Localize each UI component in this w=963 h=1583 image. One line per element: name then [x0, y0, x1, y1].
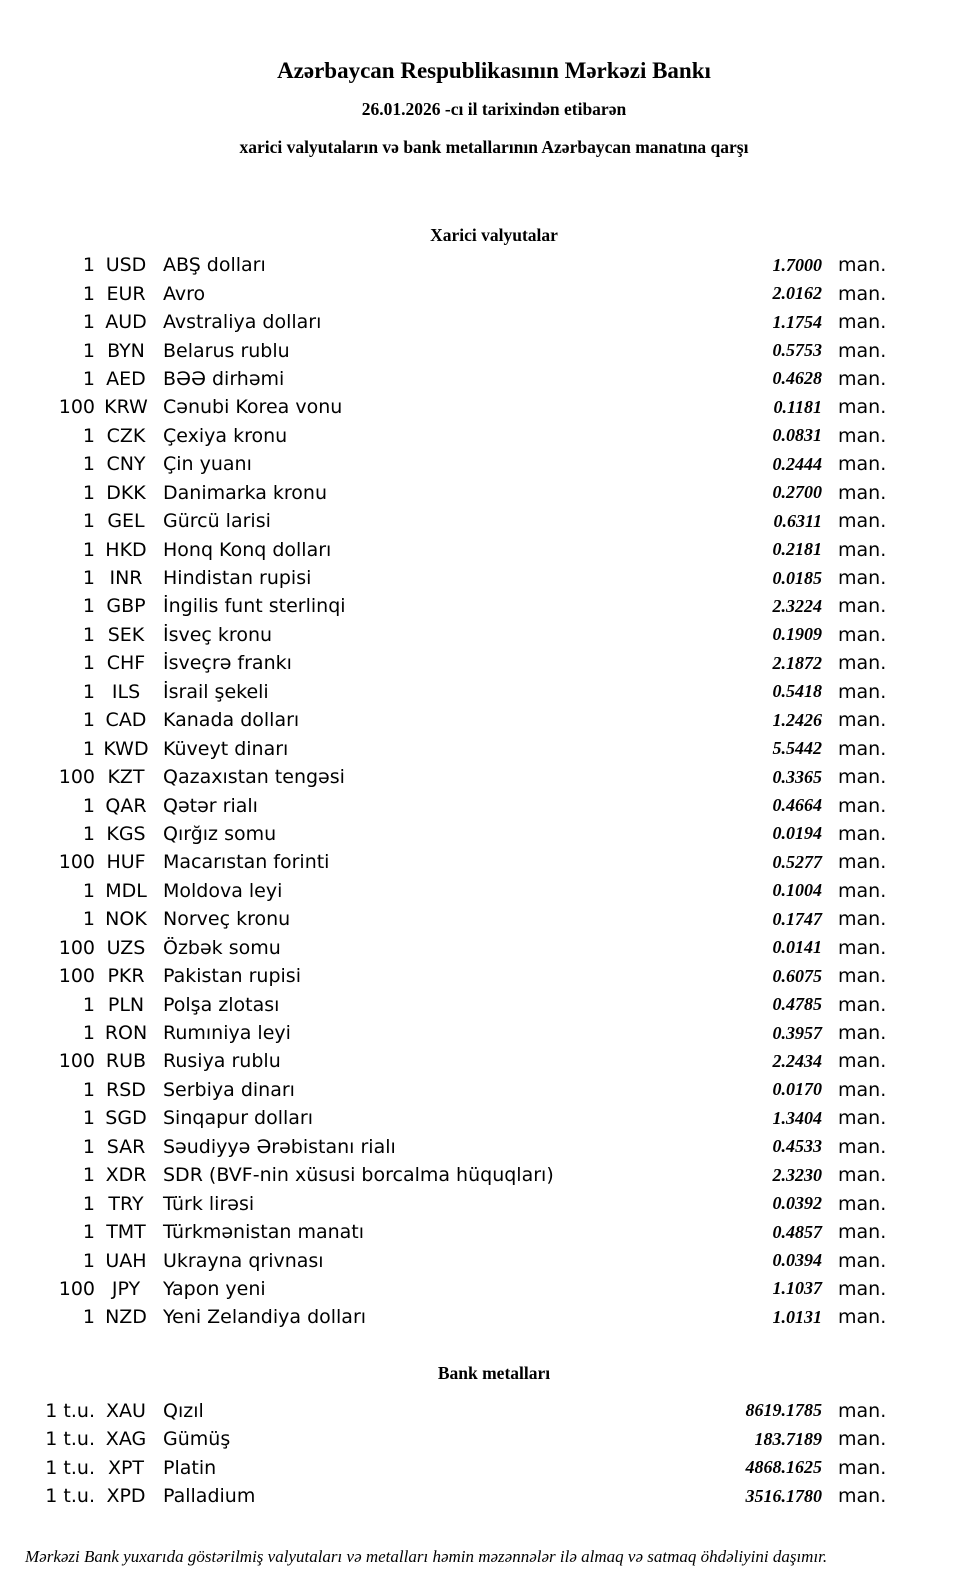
rate-value: 0.4857: [772, 1221, 822, 1242]
currency-name: Pakistan rupisi: [163, 965, 301, 988]
currency-code: JPY: [111, 1277, 141, 1300]
rate-row: [25, 393, 963, 421]
currency-name: Avro: [163, 282, 206, 305]
currency-name: Ukrayna qrivnası: [163, 1249, 324, 1272]
unit-label: man.: [838, 766, 887, 789]
quantity-value: 1: [82, 1306, 95, 1329]
rate-value: 0.5418: [772, 681, 822, 702]
currency-name: Türk lirəsi: [163, 1192, 255, 1215]
unit-label: man.: [838, 1428, 887, 1451]
currency-name: ABŞ dolları: [163, 254, 266, 277]
currency-name: Kanada dolları: [163, 709, 300, 732]
rate-value: 2.3224: [772, 595, 822, 616]
rate-value: 0.0185: [772, 567, 822, 588]
currency-code: TRY: [108, 1192, 144, 1215]
unit-label: man.: [838, 822, 887, 845]
rate-value: 0.3957: [772, 1022, 822, 1043]
quantity-value: 1: [82, 822, 95, 845]
quantity-value: 1: [82, 1164, 95, 1187]
currencies-section-heading: Xarici valyutalar: [430, 225, 558, 245]
unit-label: man.: [838, 453, 887, 476]
quantity-value: 1: [82, 367, 95, 390]
rate-row: [25, 820, 963, 848]
rate-value: 183.7189: [754, 1428, 822, 1449]
rate-value: 0.4628: [772, 368, 822, 389]
unit-label: man.: [838, 1135, 887, 1158]
rate-value: 1.1754: [772, 311, 822, 332]
unit-label: man.: [838, 737, 887, 760]
rate-value: 1.1037: [772, 1278, 822, 1299]
quantity-value: 1: [82, 282, 95, 305]
rate-row: [25, 934, 963, 962]
rate-value: 3516.1780: [745, 1485, 822, 1506]
unit-label: man.: [838, 965, 887, 988]
rate-value: 5.5442: [772, 738, 822, 759]
currency-name: Çin yuanı: [163, 453, 252, 476]
quantity-value: 1: [82, 1249, 95, 1272]
quantity-value: 1: [82, 623, 95, 646]
quantity-value: 1: [82, 1022, 95, 1045]
unit-label: man.: [838, 623, 887, 646]
currency-code: KZT: [107, 766, 145, 789]
currency-name: Gürcü larisi: [163, 510, 271, 533]
currency-name: Qazaxıstan tengəsi: [163, 766, 345, 789]
unit-label: man.: [838, 794, 887, 817]
rate-row: [25, 621, 963, 649]
unit-label: man.: [838, 367, 887, 390]
currency-code: MDL: [105, 879, 147, 902]
unit-label: man.: [838, 936, 887, 959]
currency-name: Gümüş: [163, 1428, 231, 1451]
quantity-value: 100: [58, 1050, 95, 1073]
rate-row: [25, 507, 963, 535]
rate-row: [25, 422, 963, 450]
unit-label: man.: [838, 851, 887, 874]
currency-code: RSD: [106, 1078, 146, 1101]
quantity-value: 100: [58, 851, 95, 874]
subtitle: xarici valyutaların və bank metallarının Azərbaycan manatına qarşı: [239, 137, 749, 157]
unit-label: man.: [838, 481, 887, 504]
currency-name: Qətər rialı: [163, 794, 258, 817]
rate-value: 1.7000: [772, 254, 822, 275]
metals-section-heading: Bank metalları: [437, 1362, 551, 1383]
quantity-value: 1: [82, 510, 95, 533]
currency-code: NOK: [105, 908, 147, 931]
currency-code: CZK: [106, 424, 146, 447]
rate-value: 1.0131: [772, 1306, 822, 1327]
currency-name: Moldova leyi: [163, 879, 283, 902]
currency-code: GBP: [106, 595, 146, 618]
quantity-value: 1: [82, 339, 95, 362]
unit-label: man.: [838, 254, 887, 277]
rate-row: [25, 564, 963, 592]
quantity-value: 1: [82, 1221, 95, 1244]
quantity-value: 100: [58, 766, 95, 789]
rate-value: 0.1004: [772, 880, 822, 901]
unit-label: man.: [838, 652, 887, 675]
quantity-value: 1: [82, 1192, 95, 1215]
rate-value: 0.4785: [772, 994, 822, 1015]
rate-value: 0.1181: [773, 396, 822, 417]
currency-code: XDR: [105, 1164, 147, 1187]
currency-code: RUB: [105, 1050, 147, 1073]
rate-row: [25, 535, 963, 563]
currency-code: PKR: [107, 965, 145, 988]
unit-label: man.: [838, 1456, 887, 1479]
quantity-value: 100: [58, 965, 95, 988]
quantity-value: 1: [82, 481, 95, 504]
quantity-value: 1: [82, 1135, 95, 1158]
currency-code: AED: [106, 367, 146, 390]
rate-row: [25, 649, 963, 677]
rate-row: [25, 1275, 963, 1303]
currency-code: UZS: [106, 936, 146, 959]
quantity-value: 1 t.u.: [45, 1399, 95, 1422]
currency-code: BYN: [107, 339, 145, 362]
unit-label: man.: [838, 424, 887, 447]
rate-value: 0.0170: [772, 1079, 822, 1100]
rate-row: [25, 763, 963, 791]
quantity-value: 1: [82, 424, 95, 447]
currency-name: Rusiya rublu: [163, 1050, 281, 1073]
currency-code: RON: [104, 1022, 148, 1045]
currency-name: Türkmənistan manatı: [163, 1221, 365, 1244]
rate-row: [25, 791, 963, 819]
currency-name: Qırğız somu: [163, 822, 277, 845]
currency-code: ILS: [111, 680, 141, 703]
currency-name: BƏƏ dirhəmi: [163, 367, 285, 390]
currency-name: Belarus rublu: [163, 339, 290, 362]
unit-label: man.: [838, 680, 887, 703]
rate-value: 0.2444: [772, 453, 822, 474]
rate-row: [25, 1189, 963, 1217]
rate-row: [25, 706, 963, 734]
quantity-value: 1 t.u.: [45, 1485, 95, 1508]
rate-row: [25, 1425, 963, 1453]
currency-code: HKD: [105, 538, 147, 561]
currency-name: Polşa zlotası: [163, 993, 280, 1016]
currency-name: Avstraliya dolları: [163, 311, 322, 334]
currency-code: TMT: [106, 1221, 146, 1244]
unit-label: man.: [838, 282, 887, 305]
unit-label: man.: [838, 1078, 887, 1101]
rate-row: [25, 990, 963, 1018]
quantity-value: 1 t.u.: [45, 1428, 95, 1451]
unit-label: man.: [838, 595, 887, 618]
quantity-value: 1: [82, 311, 95, 334]
rate-row: [25, 365, 963, 393]
currency-code: HUF: [106, 851, 146, 874]
currency-name: Yapon yeni: [163, 1277, 266, 1300]
currency-name: Platin: [163, 1456, 217, 1479]
rate-value: 1.3404: [772, 1107, 822, 1128]
rate-value: 0.5753: [772, 340, 822, 361]
quantity-value: 1: [82, 652, 95, 675]
quantity-value: 1: [82, 453, 95, 476]
quantity-value: 100: [58, 936, 95, 959]
rate-row: [25, 308, 963, 336]
rate-row: [25, 1246, 963, 1274]
unit-label: man.: [838, 1164, 887, 1187]
currency-name: Palladium: [163, 1485, 256, 1508]
currency-name: İngilis funt sterlinqi: [163, 595, 346, 618]
currency-code: USD: [105, 254, 147, 277]
currency-name: Çexiya kronu: [163, 424, 288, 447]
rate-value: 0.2181: [772, 539, 822, 560]
rate-row: [25, 1303, 963, 1331]
quantity-value: 1: [82, 254, 95, 277]
currency-code: UAH: [105, 1249, 147, 1272]
rate-value: 0.0141: [772, 937, 822, 958]
currency-code: SAR: [106, 1135, 146, 1158]
rate-row: [25, 336, 963, 364]
unit-label: man.: [838, 396, 887, 419]
rate-row: [25, 1482, 963, 1510]
currency-name: Hindistan rupisi: [163, 567, 312, 590]
metals-table: [25, 1397, 963, 1511]
currency-code: XAU: [106, 1399, 146, 1422]
quantity-value: 1: [82, 595, 95, 618]
currency-name: İsrail şekeli: [163, 680, 269, 703]
quantity-value: 100: [58, 396, 95, 419]
quantity-value: 1: [82, 993, 95, 1016]
currency-code: DKK: [106, 481, 146, 504]
quantity-value: 1: [82, 879, 95, 902]
quantity-value: 1: [82, 1078, 95, 1101]
currency-code: AUD: [105, 311, 147, 334]
quantity-value: 1 t.u.: [45, 1456, 95, 1479]
currency-name: Səudiyyə Ərəbistanı rialı: [163, 1135, 396, 1158]
rate-row: [25, 1019, 963, 1047]
currencies-table: [25, 251, 963, 1332]
currency-name: Yeni Zelandiya dolları: [163, 1306, 367, 1329]
rate-row: [25, 1133, 963, 1161]
currency-name: SDR (BVF-nin xüsusi borcalma hüquqları): [163, 1164, 554, 1187]
quantity-value: 1: [82, 567, 95, 590]
rate-value: 0.0831: [772, 425, 822, 446]
unit-label: man.: [838, 1249, 887, 1272]
rate-row: [25, 962, 963, 990]
rate-value: 0.6075: [772, 965, 822, 986]
currency-code: INR: [109, 567, 143, 590]
unit-label: man.: [838, 1050, 887, 1073]
rate-row: [25, 1218, 963, 1246]
unit-label: man.: [838, 567, 887, 590]
unit-label: man.: [838, 1399, 887, 1422]
currency-name: Macarıstan forinti: [163, 851, 330, 874]
rate-row: [25, 1076, 963, 1104]
currency-code: CAD: [105, 709, 147, 732]
currency-name: Sinqapur dolları: [163, 1107, 314, 1130]
rate-value: 0.0394: [772, 1250, 822, 1271]
quantity-value: 1: [82, 538, 95, 561]
currency-code: SEK: [107, 623, 145, 646]
rate-row: [25, 279, 963, 307]
currency-name: Honq Konq dolları: [163, 538, 332, 561]
rate-value: 0.1909: [772, 624, 822, 645]
currency-code: CNY: [106, 453, 146, 476]
unit-label: man.: [838, 311, 887, 334]
rate-value: 2.1872: [772, 652, 822, 673]
rate-row: [25, 678, 963, 706]
currency-name: Cənubi Korea vonu: [163, 396, 343, 419]
currency-name: Küveyt dinarı: [163, 737, 289, 760]
rate-value: 2.2434: [772, 1050, 822, 1071]
rate-value: 0.2700: [772, 482, 822, 503]
currency-code: XPD: [106, 1485, 146, 1508]
rate-row: [25, 1397, 963, 1425]
rate-value: 0.4533: [772, 1136, 822, 1157]
unit-label: man.: [838, 510, 887, 533]
rate-row: [25, 877, 963, 905]
rate-value: 0.1747: [772, 908, 822, 929]
rate-row: [25, 1047, 963, 1075]
currency-code: QAR: [105, 794, 147, 817]
currency-code: EUR: [106, 282, 146, 305]
currency-name: Norveç kronu: [163, 908, 291, 931]
rate-value: 2.3230: [772, 1164, 822, 1185]
unit-label: man.: [838, 1022, 887, 1045]
unit-label: man.: [838, 1192, 887, 1215]
unit-label: man.: [838, 1277, 887, 1300]
currency-name: Serbiya dinarı: [163, 1078, 295, 1101]
rate-value: 0.3365: [772, 766, 822, 787]
rate-value: 0.4664: [772, 795, 822, 816]
currency-code: NZD: [105, 1306, 147, 1329]
quantity-value: 1: [82, 680, 95, 703]
quantity-value: 1: [82, 1107, 95, 1130]
rate-value: 1.2426: [772, 709, 822, 730]
unit-label: man.: [838, 1306, 887, 1329]
currency-name: Özbək somu: [163, 936, 281, 959]
effective-date: 26.01.2026 -cı il tarixindən etibarən: [361, 99, 627, 119]
quantity-value: 1: [82, 908, 95, 931]
currency-code: CHF: [106, 652, 146, 675]
currency-name: Danimarka kronu: [163, 481, 328, 504]
currency-code: KGS: [106, 822, 146, 845]
rate-row: [25, 848, 963, 876]
rate-row: [25, 905, 963, 933]
rate-row: [25, 251, 963, 279]
currency-code: XPT: [107, 1456, 145, 1479]
rate-row: [25, 734, 963, 762]
rate-value: 0.0194: [772, 823, 822, 844]
currency-code: KWD: [103, 737, 149, 760]
unit-label: man.: [838, 1485, 887, 1508]
unit-label: man.: [838, 908, 887, 931]
unit-label: man.: [838, 1221, 887, 1244]
disclaimer-text: Mərkəzi Bank yuxarıda göstərilmiş valyutaları və metalları həmin məzənnələr ilə almaq və satmaq öhdəliyini daşımır.: [25, 1547, 828, 1567]
currency-code: KRW: [104, 396, 148, 419]
page-title: Azərbaycan Respublikasının Mərkəzi Bankı: [277, 58, 711, 83]
unit-label: man.: [838, 1107, 887, 1130]
currency-name: İsveç kronu: [163, 623, 273, 646]
currency-name: Qızıl: [163, 1399, 204, 1422]
rate-row: [25, 479, 963, 507]
currency-code: PLN: [107, 993, 145, 1016]
rate-value: 8619.1785: [745, 1400, 822, 1421]
rate-value: 0.5277: [772, 851, 822, 872]
rate-value: 0.0392: [772, 1193, 822, 1214]
rate-row: [25, 450, 963, 478]
unit-label: man.: [838, 709, 887, 732]
rate-value: 0.6311: [773, 510, 822, 531]
quantity-value: 1: [82, 709, 95, 732]
quantity-value: 100: [58, 1277, 95, 1300]
unit-label: man.: [838, 993, 887, 1016]
rate-row: [25, 592, 963, 620]
currency-name: İsveçrə frankı: [163, 652, 292, 675]
unit-label: man.: [838, 339, 887, 362]
unit-label: man.: [838, 879, 887, 902]
currency-name: Rumıniya leyi: [163, 1022, 291, 1045]
rate-row: [25, 1104, 963, 1132]
unit-label: man.: [838, 538, 887, 561]
quantity-value: 1: [82, 794, 95, 817]
currency-code: GEL: [107, 510, 145, 533]
rate-row: [25, 1161, 963, 1189]
currency-code: SGD: [105, 1107, 147, 1130]
currency-code: XAG: [105, 1428, 147, 1451]
rate-value: 2.0162: [772, 283, 822, 304]
quantity-value: 1: [82, 737, 95, 760]
rate-value: 4868.1625: [745, 1457, 822, 1478]
rate-row: [25, 1454, 963, 1482]
